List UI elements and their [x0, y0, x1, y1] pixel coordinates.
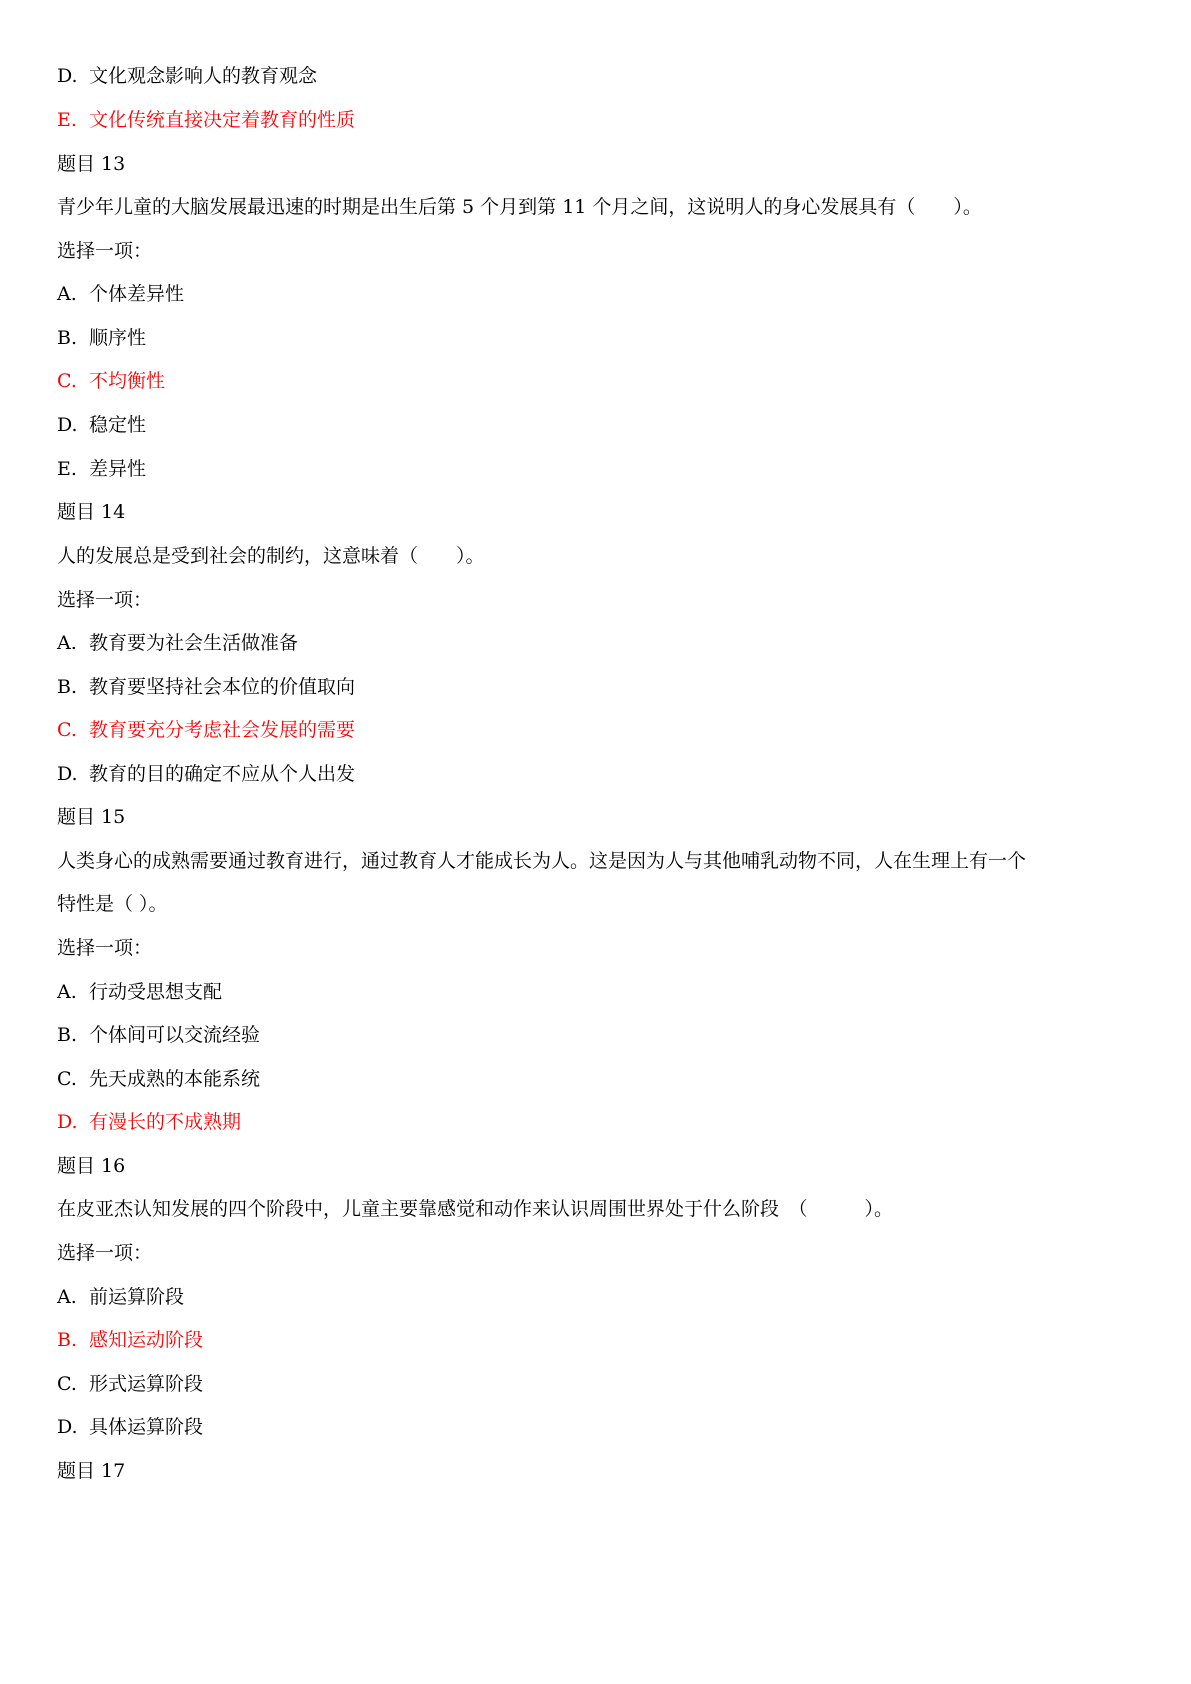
option-letter: D.	[57, 65, 78, 87]
option-text: 感知运动阶段	[89, 1329, 204, 1351]
option-letter: B.	[57, 676, 78, 698]
question-16-prompt: 选择一项：	[57, 1242, 153, 1264]
option-letter: B.	[57, 1024, 78, 1046]
question-16-option-d	[57, 1413, 203, 1441]
option-text: 文化观念影响人的教育观念	[89, 65, 318, 87]
option-text: 个体差异性	[89, 283, 185, 305]
question-14-option-a	[57, 629, 298, 657]
option-letter: A.	[57, 632, 77, 654]
question-16-option-b-correct	[57, 1326, 203, 1354]
question-13-label: 题目 13	[57, 153, 126, 175]
option-letter: B.	[57, 1329, 78, 1351]
option-letter: D.	[57, 414, 78, 436]
option-text: 教育要充分考虑社会发展的需要	[89, 719, 356, 741]
question-15-option-c	[57, 1065, 260, 1093]
option-text: 顺序性	[89, 327, 147, 349]
option-letter: C.	[57, 1068, 77, 1090]
question-13-option-b	[57, 324, 146, 352]
question-15-stem-line-2: 特性是（ ）。	[57, 893, 168, 915]
option-text: 教育的目的确定不应从个人出发	[89, 763, 356, 785]
question-15-label: 题目 15	[57, 806, 126, 828]
option-text: 形式运算阶段	[89, 1373, 204, 1395]
option-text: 具体运算阶段	[89, 1416, 204, 1438]
option-text: 前运算阶段	[89, 1286, 185, 1308]
option-letter: A.	[57, 1286, 77, 1308]
question-17-label: 题目 17	[57, 1460, 126, 1482]
option-text: 先天成熟的本能系统	[89, 1068, 261, 1090]
question-13-option-c-correct	[57, 367, 165, 395]
question-15-stem-line-1: 人类身心的成熟需要通过教育进行，通过教育人才能成长为人。这是因为人与其他哺乳动物不同，人在生理上有一个	[57, 850, 1027, 872]
option-letter: D.	[57, 1111, 78, 1133]
option-text: 文化传统直接决定着教育的性质	[89, 109, 356, 131]
question-15-option-d-correct	[57, 1108, 241, 1136]
option-letter: A.	[57, 981, 77, 1003]
question-16-stem: 在皮亚杰认知发展的四个阶段中，儿童主要靠感觉和动作来认识周围世界处于什么阶段 （ ）。	[57, 1198, 894, 1220]
option-prev-d	[57, 62, 317, 90]
option-text: 教育要为社会生活做准备	[89, 632, 299, 654]
option-letter: B.	[57, 327, 78, 349]
question-15-option-b	[57, 1021, 260, 1049]
option-letter: E.	[57, 109, 77, 131]
option-text: 教育要坚持社会本位的价值取向	[89, 676, 356, 698]
question-13-option-a	[57, 280, 184, 308]
question-15-option-a	[57, 978, 222, 1006]
option-letter: C.	[57, 1373, 77, 1395]
option-prev-e-correct	[57, 106, 355, 134]
option-letter: D.	[57, 763, 78, 785]
question-14-stem: 人的发展总是受到社会的制约，这意味着（ ）。	[57, 545, 485, 567]
question-16-label: 题目 16	[57, 1155, 126, 1177]
question-15-prompt: 选择一项：	[57, 937, 153, 959]
option-letter: D.	[57, 1416, 78, 1438]
question-14-option-b	[57, 673, 355, 701]
option-text: 有漫长的不成熟期	[89, 1111, 242, 1133]
question-14-label: 题目 14	[57, 501, 126, 523]
option-letter: C.	[57, 370, 77, 392]
option-letter: C.	[57, 719, 77, 741]
question-14-option-c-correct	[57, 716, 355, 744]
question-13-stem: 青少年儿童的大脑发展最迅速的时期是出生后第 5 个月到第 11 个月之间，这说明人的身心发展具有（ ）。	[57, 196, 982, 218]
question-14-option-d	[57, 760, 355, 788]
question-13-prompt: 选择一项：	[57, 240, 153, 262]
option-text: 稳定性	[89, 414, 147, 436]
question-16-option-c	[57, 1370, 203, 1398]
option-letter: A.	[57, 283, 77, 305]
question-16-option-a	[57, 1283, 184, 1311]
option-text: 差异性	[89, 458, 147, 480]
question-14-prompt: 选择一项：	[57, 589, 153, 611]
question-13-option-d	[57, 411, 146, 439]
option-text: 行动受思想支配	[89, 981, 223, 1003]
question-13-option-e	[57, 455, 146, 483]
option-text: 个体间可以交流经验	[89, 1024, 261, 1046]
option-letter: E.	[57, 458, 77, 480]
option-text: 不均衡性	[89, 370, 166, 392]
